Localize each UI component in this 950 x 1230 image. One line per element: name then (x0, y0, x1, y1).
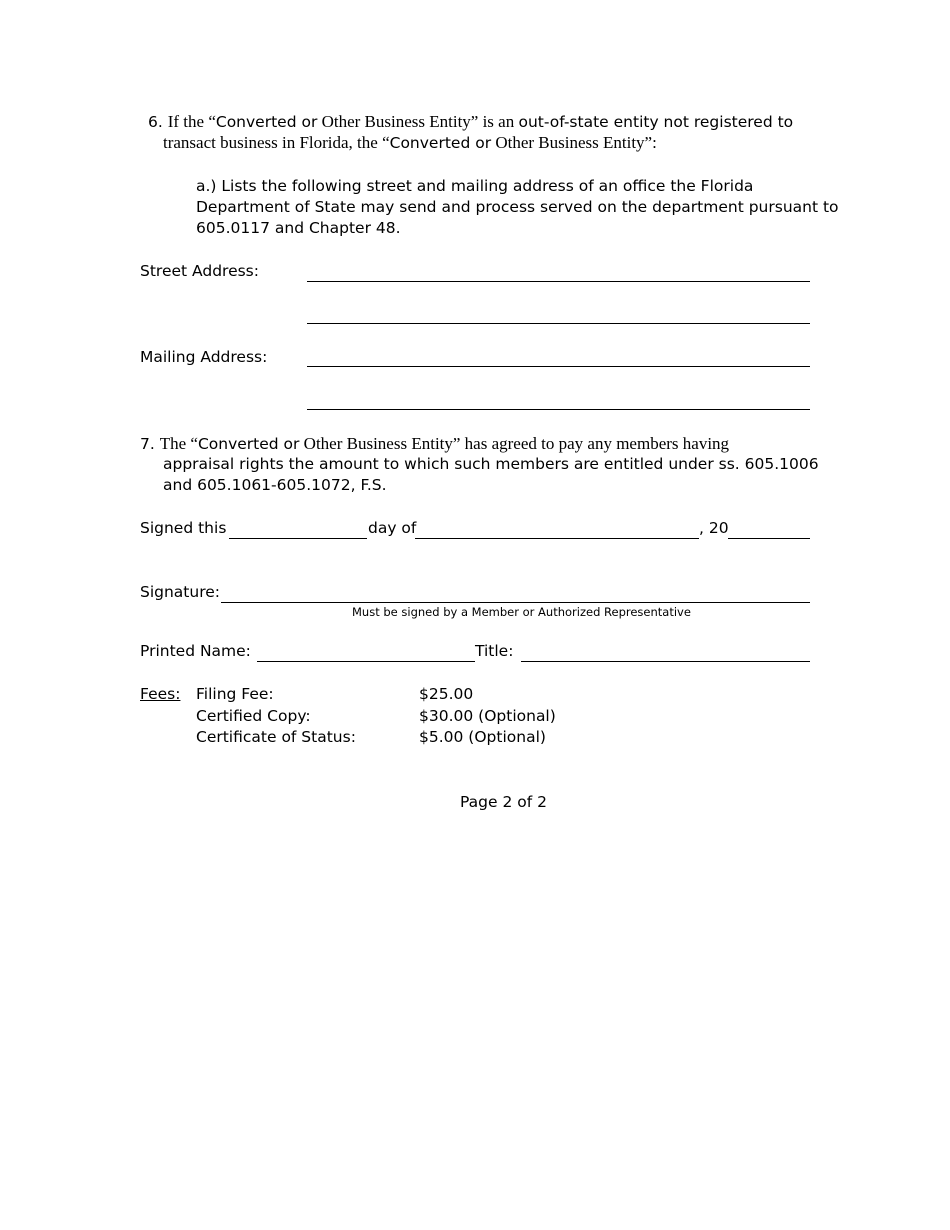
signature-line[interactable] (221, 602, 810, 603)
title-label: Title: (475, 642, 514, 660)
item-6-text-a: If the “ (167, 112, 216, 131)
item-6-text-e: transact business in Florida, the “ (163, 133, 390, 152)
item-6-line-1 (148, 112, 793, 132)
item-6-text-g: Other Business Entity”: (491, 133, 657, 152)
signed-this-label: Signed this (140, 519, 227, 537)
item-6-line-2 (163, 133, 657, 153)
year-prefix-label: , 20 (699, 519, 729, 537)
printed-name-line[interactable] (257, 661, 475, 662)
item-7-line-1 (140, 434, 729, 454)
street-address-line-2[interactable] (307, 323, 810, 324)
item-6-text-c: Other Business Entity” is an (317, 112, 519, 131)
signature-note: Must be signed by a Member or Authorized Representative (352, 605, 691, 619)
fee-amount: $25.00 (419, 685, 474, 703)
mailing-address-line-2[interactable] (307, 409, 810, 410)
fee-amount: $30.00 (Optional) (419, 707, 556, 725)
printed-name-label: Printed Name: (140, 642, 251, 660)
fee-name: Certified Copy: (196, 707, 311, 725)
item-6-text-f: Converted or (389, 134, 492, 152)
mailing-address-label: Mailing Address: (140, 348, 268, 366)
street-address-line-1[interactable] (307, 281, 810, 282)
item-6a-line-2: Department of State may send and process served on the department pursuant to (196, 198, 839, 216)
title-line[interactable] (521, 661, 810, 662)
item-7-text-c: Other Business Entity” has agreed to pay any members having (299, 434, 730, 453)
item-7-text-a: The “ (159, 434, 198, 453)
signed-month-line[interactable] (415, 538, 699, 539)
day-of-label: day of (368, 519, 417, 537)
item-6a-paragraph (196, 176, 839, 239)
signed-year-line[interactable] (728, 538, 810, 539)
item-7-text-b: Converted or (197, 435, 300, 453)
page-number: Page 2 of 2 (460, 793, 547, 811)
item-7-number: 7. (140, 435, 155, 453)
fee-name: Certificate of Status: (196, 728, 356, 746)
signature-label: Signature: (140, 583, 220, 601)
item-6-number: 6. (148, 113, 163, 131)
fee-amount: $5.00 (Optional) (419, 728, 546, 746)
signed-day-line[interactable] (229, 538, 367, 539)
item-6-text-b: Converted or (215, 113, 318, 131)
item-7-line-2: appraisal rights the amount to which such members are entitled under ss. 605.1006 (163, 455, 819, 473)
item-6a-line-3: 605.0117 and Chapter 48. (196, 219, 401, 237)
item-7-line-3: and 605.1061-605.1072, F.S. (163, 476, 387, 494)
fees-label: Fees: (140, 685, 181, 703)
item-6-text-d: out-of-state entity not registered to (518, 113, 794, 131)
item-6a-line-1: a.) Lists the following street and mailing address of an office the Florida (196, 177, 754, 195)
mailing-address-line-1[interactable] (307, 366, 810, 367)
street-address-label: Street Address: (140, 262, 259, 280)
fee-name: Filing Fee: (196, 685, 274, 703)
